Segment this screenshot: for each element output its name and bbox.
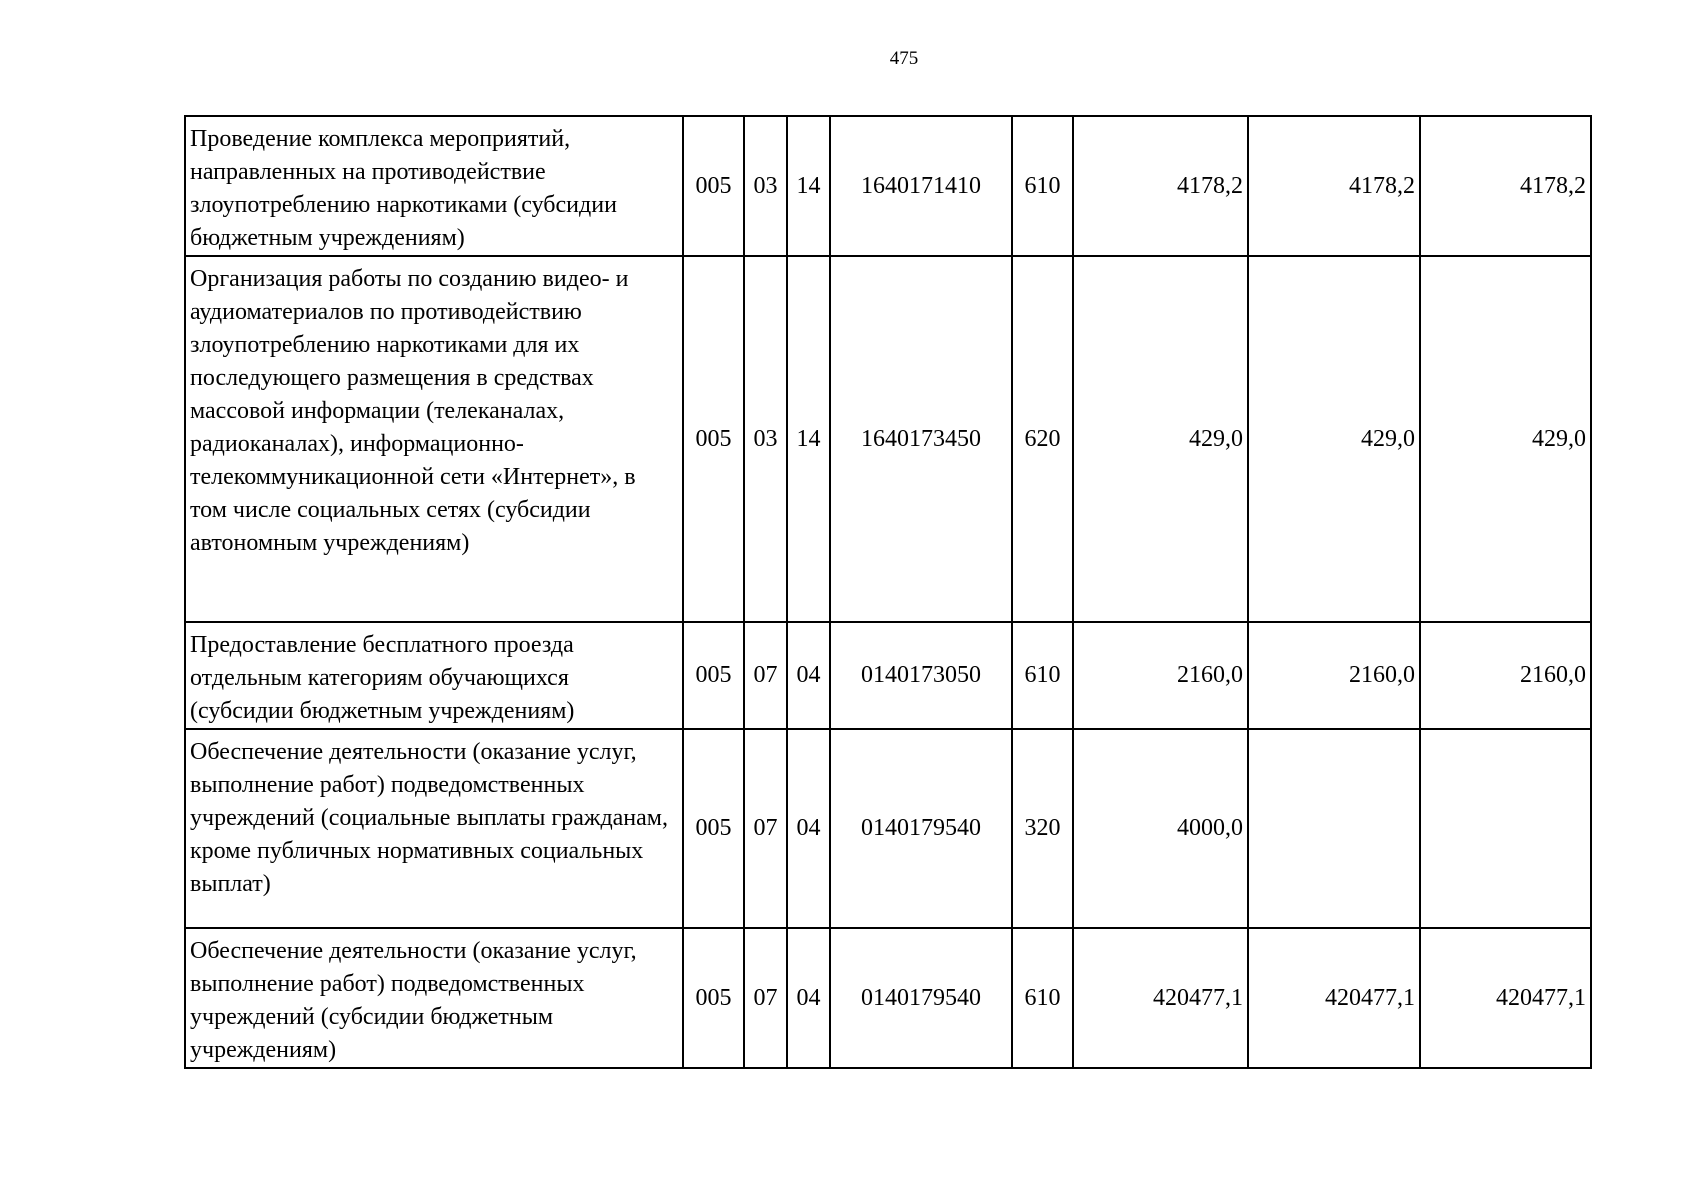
row-name-cell: Организация работы по созданию видео- и аудиоматериалов по противодействию злоупотреблению наркотиками для их последующего размещения в средствах массовой информации (телеканалах, радиоканалах), информационно-телекоммуникационной сети «Интернет», в том числе социальных сетях (субсидии автономным учреждениям) — [185, 256, 683, 622]
amount-2-cell — [1248, 729, 1420, 928]
section-code-cell: 07 — [744, 928, 787, 1068]
expense-type-cell: 610 — [1012, 116, 1073, 256]
subsection-code-cell: 04 — [787, 928, 830, 1068]
row-name-cell: Обеспечение деятельности (оказание услуг, выполнение работ) подведомственных учреждений (социальные выплаты гражданам, кроме публичных нормативных социальных выплат) — [185, 729, 683, 928]
budget-table — [184, 115, 1592, 1069]
expense-type-cell: 610 — [1012, 622, 1073, 729]
section-code-cell: 03 — [744, 256, 787, 622]
ministry-code-cell: 005 — [683, 622, 744, 729]
section-code-cell: 07 — [744, 729, 787, 928]
amount-3-cell: 2160,0 — [1420, 622, 1591, 729]
target-article-cell: 1640171410 — [830, 116, 1012, 256]
table-row — [185, 256, 1591, 622]
amount-1-cell: 4000,0 — [1073, 729, 1248, 928]
table-row — [185, 729, 1591, 928]
amount-1-cell: 420477,1 — [1073, 928, 1248, 1068]
row-name-cell: Обеспечение деятельности (оказание услуг, выполнение работ) подведомственных учреждений (субсидии бюджетным учреждениям) — [185, 928, 683, 1068]
page-number: 475 — [889, 48, 919, 69]
amount-3-cell: 420477,1 — [1420, 928, 1591, 1068]
target-article-cell: 0140179540 — [830, 928, 1012, 1068]
amount-3-cell: 4178,2 — [1420, 116, 1591, 256]
amount-2-cell: 429,0 — [1248, 256, 1420, 622]
target-article-cell: 0140179540 — [830, 729, 1012, 928]
ministry-code-cell: 005 — [683, 729, 744, 928]
subsection-code-cell: 04 — [787, 729, 830, 928]
row-name-cell: Предоставление бесплатного проезда отдельным категориям обучающихся (субсидии бюджетным учреждениям) — [185, 622, 683, 729]
table-row — [185, 622, 1591, 729]
amount-2-cell: 420477,1 — [1248, 928, 1420, 1068]
amount-1-cell: 429,0 — [1073, 256, 1248, 622]
amount-3-cell: 429,0 — [1420, 256, 1591, 622]
expense-type-cell: 620 — [1012, 256, 1073, 622]
subsection-code-cell: 04 — [787, 622, 830, 729]
amount-1-cell: 4178,2 — [1073, 116, 1248, 256]
ministry-code-cell: 005 — [683, 116, 744, 256]
table-row — [185, 116, 1591, 256]
row-name-cell: Проведение комплекса мероприятий, направленных на противодействие злоупотреблению наркотиками (субсидии бюджетным учреждениям) — [185, 116, 683, 256]
subsection-code-cell: 14 — [787, 256, 830, 622]
table-row — [185, 928, 1591, 1068]
expense-type-cell: 320 — [1012, 729, 1073, 928]
expense-type-cell: 610 — [1012, 928, 1073, 1068]
section-code-cell: 07 — [744, 622, 787, 729]
ministry-code-cell: 005 — [683, 256, 744, 622]
target-article-cell: 1640173450 — [830, 256, 1012, 622]
amount-2-cell: 4178,2 — [1248, 116, 1420, 256]
amount-3-cell — [1420, 729, 1591, 928]
target-article-cell: 0140173050 — [830, 622, 1012, 729]
amount-1-cell: 2160,0 — [1073, 622, 1248, 729]
section-code-cell: 03 — [744, 116, 787, 256]
amount-2-cell: 2160,0 — [1248, 622, 1420, 729]
subsection-code-cell: 14 — [787, 116, 830, 256]
ministry-code-cell: 005 — [683, 928, 744, 1068]
